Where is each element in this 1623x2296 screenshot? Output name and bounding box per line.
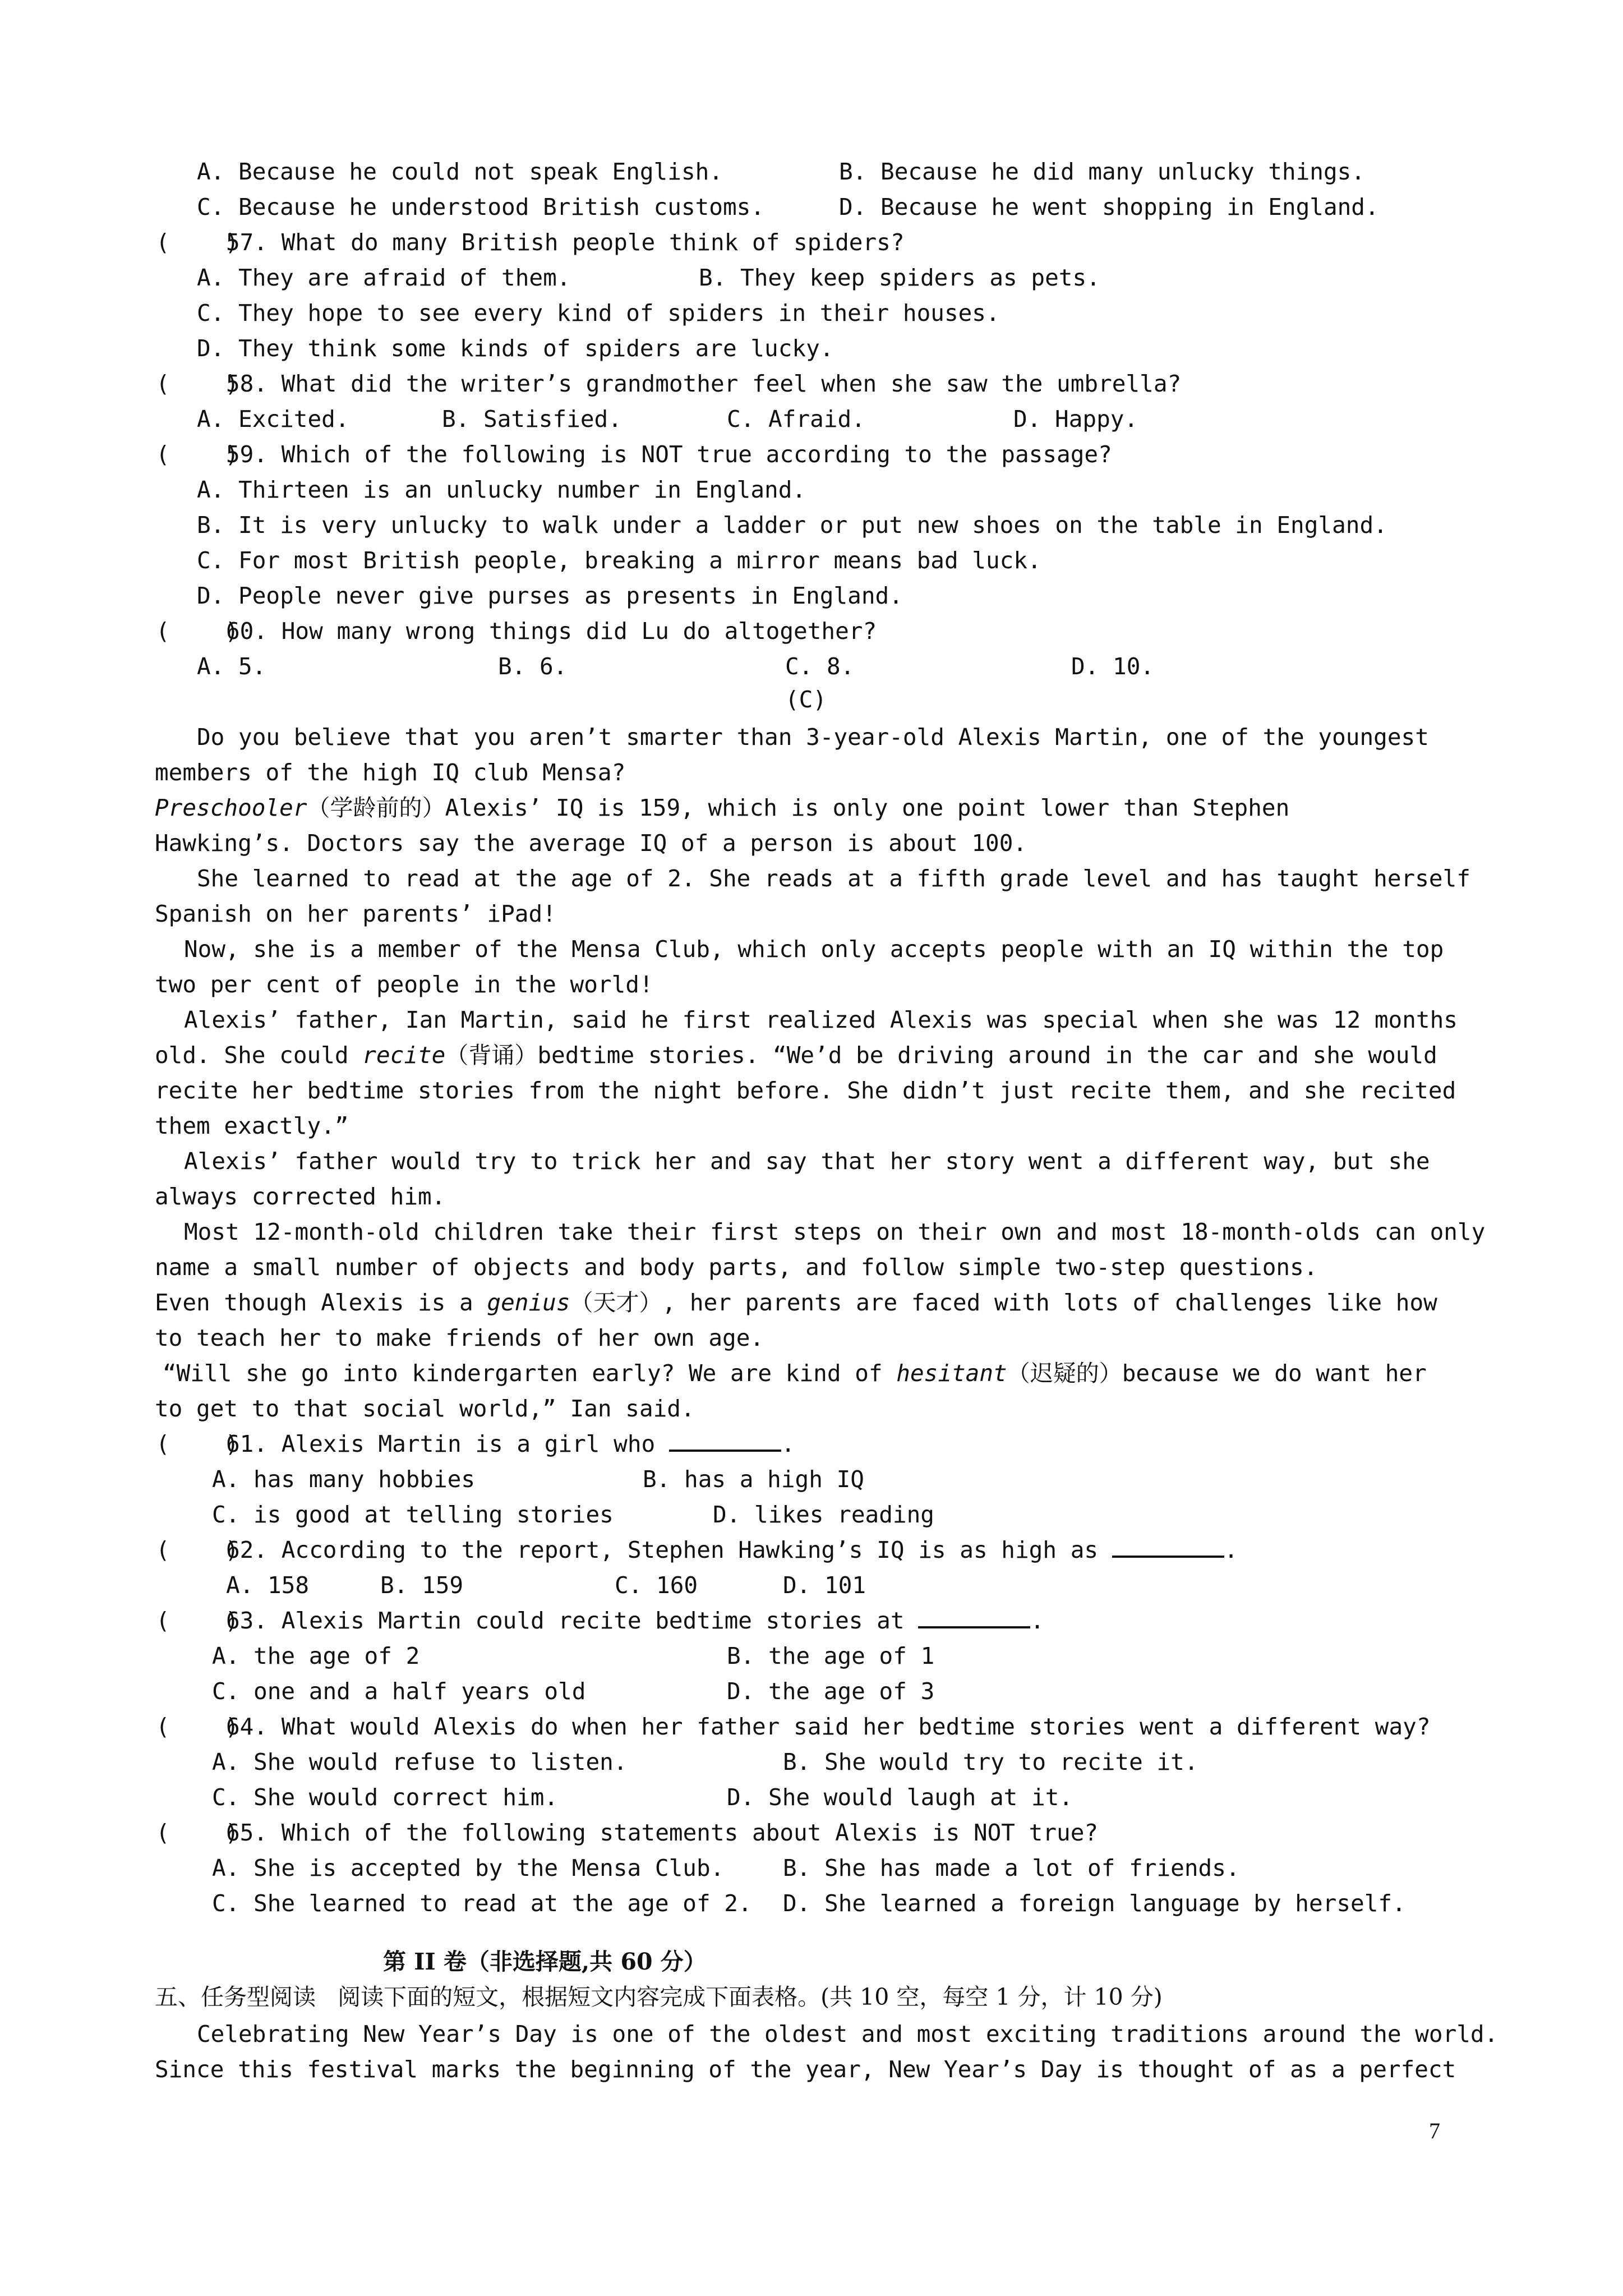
q65-option-a: A. She is accepted by the Mensa Club. xyxy=(212,1855,725,1881)
q63-option-a: A. the age of 2 xyxy=(212,1642,420,1669)
q63-answer-paren: ( ) xyxy=(156,1607,239,1634)
q58-stem: 58. What did the writer’s grandmother feel when she saw the umbrella? xyxy=(226,370,1182,397)
passage-c-line: them exactly.” xyxy=(155,1112,349,1139)
q58-option-b: B. Satisfied. xyxy=(442,406,622,432)
passage-c-line: to get to that social world,” Ian said. xyxy=(155,1395,695,1422)
answer-blank xyxy=(1112,1534,1224,1558)
q60-option-c: C. 8. xyxy=(785,653,855,680)
passage-c-text: bedtime stories. “We’d be driving around in the car and she would xyxy=(537,1042,1437,1069)
passage-c-line: Alexis’ father, Ian Martin, said he first realized Alexis was special when she was 12 months xyxy=(184,1006,1458,1033)
passage-c-line: members of the high IQ club Mensa? xyxy=(155,759,626,786)
q56-option-c: C. Because he understood British customs. xyxy=(197,194,765,220)
q60-stem: 60. How many wrong things did Lu do altogether? xyxy=(226,618,877,645)
q59-option-c: C. For most British people, breaking a mirror means bad luck. xyxy=(197,547,1041,574)
hesitant-gloss: （迟疑的） xyxy=(1007,1360,1122,1387)
passage-c-line: She learned to read at the age of 2. She reads at a fifth grade level and has taught herself xyxy=(197,865,1470,892)
passage-c-line: always corrected him. xyxy=(155,1183,446,1210)
q58-option-d: D. Happy. xyxy=(1013,406,1138,432)
passage-c-line xyxy=(155,792,1289,823)
q63-option-d: D. the age of 3 xyxy=(727,1678,935,1705)
q57-option-a: A. They are afraid of them. xyxy=(197,264,571,291)
genius-gloss: （天才） xyxy=(570,1289,662,1316)
q62-option-c: C. 160 xyxy=(615,1572,698,1599)
recite-word: recite xyxy=(362,1042,446,1069)
q62-option-d: D. 101 xyxy=(783,1572,866,1599)
passage5-line: Celebrating New Year’s Day is one of the oldest and most exciting traditions around the world. xyxy=(197,2021,1498,2047)
passage-c-line xyxy=(155,1287,1437,1318)
passage-c-line: Hawking’s. Doctors say the average IQ of a person is about 100. xyxy=(155,830,1027,857)
q64-option-c: C. She would correct him. xyxy=(212,1784,559,1811)
q59-option-d: D. People never give purses as presents in England. xyxy=(197,582,903,609)
q61-option-d: D. likes reading xyxy=(713,1501,934,1528)
q64-option-a: A. She would refuse to listen. xyxy=(212,1749,628,1775)
genius-word: genius xyxy=(487,1289,570,1316)
passage-c-text: “Will she go into kindergarten early? We are kind of xyxy=(163,1360,883,1387)
q61-option-b: B. has a high IQ xyxy=(643,1466,864,1493)
q65-option-c: C. She learned to read at the age of 2. xyxy=(212,1890,752,1917)
passage-c-line xyxy=(155,1039,1437,1071)
passage-c-line: name a small number of objects and body parts, and follow simple two-step questions. xyxy=(155,1254,1318,1281)
passage-c-text: Alexis’ IQ is 159, which is only one point lower than Stephen xyxy=(445,794,1290,821)
q62-answer-paren: ( ) xyxy=(156,1536,239,1563)
q64-option-d: D. She would laugh at it. xyxy=(727,1784,1073,1811)
q63-stem xyxy=(226,1605,1044,1636)
q59-answer-paren: ( ) xyxy=(156,441,239,468)
q61-stem xyxy=(226,1428,795,1460)
q65-option-d: D. She learned a foreign language by herself. xyxy=(783,1890,1406,1917)
q57-option-d: D. They think some kinds of spiders are lucky. xyxy=(197,335,834,362)
q63-option-c: C. one and a half years old xyxy=(212,1678,586,1705)
q59-option-a: A. Thirteen is an unlucky number in England. xyxy=(197,476,806,503)
q56-option-b: B. Because he did many unlucky things. xyxy=(839,158,1365,185)
q58-option-a: A. Excited. xyxy=(197,406,349,432)
q59-option-b: B. It is very unlucky to walk under a ladder or put new shoes on the table in England. xyxy=(197,512,1387,539)
q64-answer-paren: ( ) xyxy=(156,1713,239,1740)
passage-c-line: Do you believe that you aren’t smarter than 3-year-old Alexis Martin, one of the youngest xyxy=(197,724,1429,751)
passage-c-line: Most 12-month-old children take their first steps on their own and most 18-month-olds can only xyxy=(184,1218,1486,1245)
q57-answer-paren: ( ) xyxy=(156,229,239,256)
q61-option-c: C. is good at telling stories xyxy=(212,1501,614,1528)
passage-c-text: old. She could xyxy=(155,1042,349,1069)
passage-c-line: Alexis’ father would try to trick her and say that her story went a different way, but she xyxy=(184,1148,1430,1175)
q60-option-a: A. 5. xyxy=(197,653,266,680)
passage-c-line xyxy=(163,1358,1427,1389)
passage-c-line: two per cent of people in the world! xyxy=(155,971,653,998)
q64-option-b: B. She would try to recite it. xyxy=(783,1749,1198,1775)
passage-c-text: , her parents are faced with lots of challenges like how xyxy=(662,1289,1437,1316)
q63-stem-end: . xyxy=(1030,1607,1044,1634)
q61-answer-paren: ( ) xyxy=(156,1430,239,1457)
q59-stem: 59. Which of the following is NOT true according to the passage? xyxy=(226,441,1112,468)
answer-blank xyxy=(669,1428,781,1452)
q63-option-b: B. the age of 1 xyxy=(727,1642,935,1669)
passage-c-line: Now, she is a member of the Mensa Club, which only accepts people with an IQ within the top xyxy=(184,936,1444,963)
recite-gloss: （背诵） xyxy=(445,1042,538,1069)
q62-option-a: A. 158 xyxy=(226,1572,310,1599)
q63-stem-text: 63. Alexis Martin could recite bedtime stories at xyxy=(226,1607,905,1634)
passage-c-line: Spanish on her parents’ iPad! xyxy=(155,900,556,927)
passage-c-line: to teach her to make friends of her own age. xyxy=(155,1324,764,1351)
q65-stem: 65. Which of the following statements about Alexis is NOT true? xyxy=(226,1819,1099,1846)
part2-title: 第 II 卷（非选择题,共 60 分） xyxy=(383,1948,707,1975)
section-c-label: (C) xyxy=(785,686,827,713)
q61-option-a: A. has many hobbies xyxy=(212,1466,475,1493)
section5-heading: 五、任务型阅读 阅读下面的短文，根据短文内容完成下面表格。(共 10 空，每空 1 分，计 10 分) xyxy=(155,1984,1163,2010)
q56-option-d: D. Because he went shopping in England. xyxy=(839,194,1379,220)
q65-option-b: B. She has made a lot of friends. xyxy=(783,1855,1240,1881)
passage5-line: Since this festival marks the beginning of the year, New Year’s Day is thought of as a perfect xyxy=(155,2056,1456,2083)
hesitant-word: hesitant xyxy=(896,1360,1007,1387)
q62-stem-end: . xyxy=(1224,1536,1238,1563)
answer-blank xyxy=(918,1605,1030,1628)
q65-answer-paren: ( ) xyxy=(156,1819,239,1846)
passage-c-text: Even though Alexis is a xyxy=(155,1289,473,1316)
preschooler-word: Preschooler xyxy=(155,794,307,821)
q58-answer-paren: ( ) xyxy=(156,370,239,397)
preschooler-gloss: （学龄前的） xyxy=(307,794,445,821)
q61-stem-end: . xyxy=(781,1430,795,1457)
q62-stem xyxy=(226,1534,1238,1566)
q57-option-b: B. They keep spiders as pets. xyxy=(699,264,1100,291)
passage-c-text: because we do want her xyxy=(1122,1360,1427,1387)
q61-stem-text: 61. Alexis Martin is a girl who xyxy=(226,1430,656,1457)
passage-c-line: recite her bedtime stories from the night before. She didn’t just recite them, and she recited xyxy=(155,1077,1456,1104)
q56-option-a: A. Because he could not speak English. xyxy=(197,158,723,185)
q60-option-b: B. 6. xyxy=(498,653,568,680)
q58-option-c: C. Afraid. xyxy=(727,406,865,432)
page-number: 7 xyxy=(1429,2118,1440,2143)
q60-answer-paren: ( ) xyxy=(156,618,239,645)
q64-stem: 64. What would Alexis do when her father said her bedtime stories went a different way? xyxy=(226,1713,1431,1740)
q57-stem: 57. What do many British people think of spiders? xyxy=(226,229,905,256)
q57-option-c: C. They hope to see every kind of spiders in their houses. xyxy=(197,300,1000,326)
q60-option-d: D. 10. xyxy=(1071,653,1155,680)
q62-option-b: B. 159 xyxy=(380,1572,464,1599)
q62-stem-text: 62. According to the report, Stephen Hawking’s IQ is as high as xyxy=(226,1536,1099,1563)
